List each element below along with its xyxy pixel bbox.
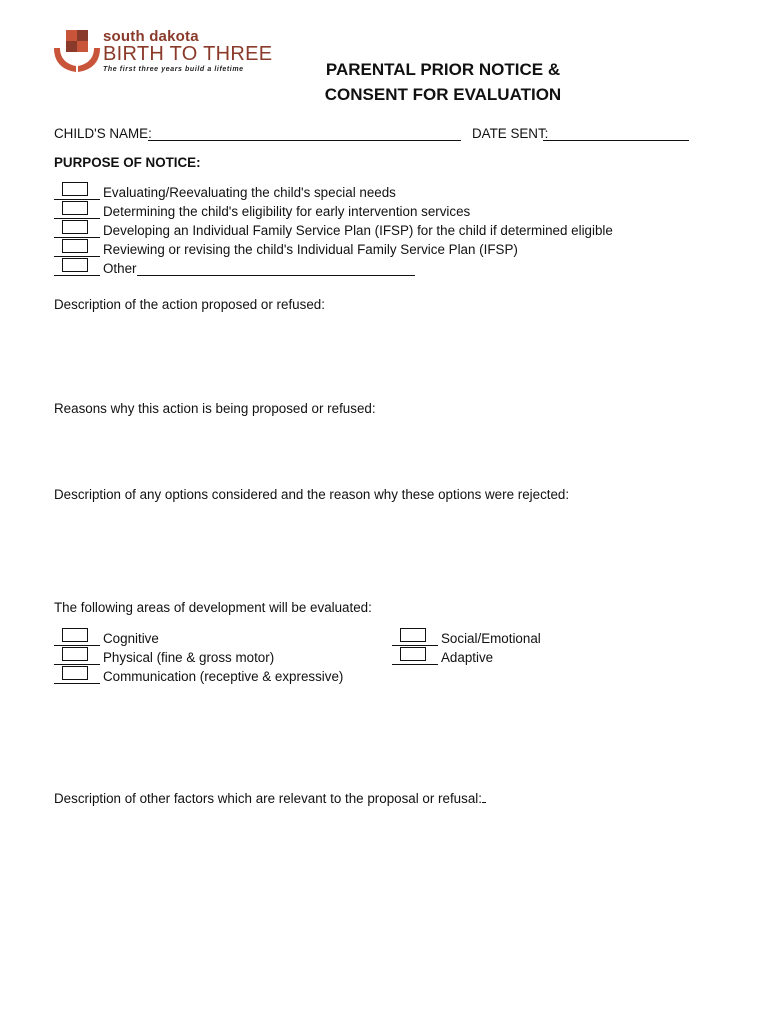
checkbox-field[interactable]	[54, 201, 100, 219]
checkbox[interactable]	[62, 239, 88, 253]
checkbox-field[interactable]	[54, 182, 100, 200]
area-communication[interactable]	[54, 665, 343, 684]
checkbox[interactable]	[62, 258, 88, 272]
checkbox-field[interactable]	[54, 647, 100, 665]
reasons-label: Reasons why this action is being proposed or refused:	[54, 401, 376, 416]
checkbox-field[interactable]	[392, 628, 438, 646]
area-label: Cognitive	[103, 631, 159, 646]
areas-heading: The following areas of development will be evaluated:	[54, 600, 372, 615]
date-sent-field[interactable]	[543, 126, 689, 141]
checkbox[interactable]	[62, 628, 88, 642]
purpose-option-label: Reviewing or revising the child's Individual Family Service Plan (IFSP)	[103, 242, 518, 257]
options-considered-area[interactable]	[54, 508, 714, 596]
purpose-option-label: Evaluating/Reevaluating the child's special needs	[103, 185, 396, 200]
checkbox-field[interactable]	[54, 220, 100, 238]
checkbox[interactable]	[400, 647, 426, 661]
hands-blocks-icon	[52, 26, 102, 78]
checkbox[interactable]	[62, 647, 88, 661]
checkbox[interactable]	[400, 628, 426, 642]
options-considered-label: Description of any options considered and the reason why these options were rejected:	[54, 487, 570, 502]
purpose-option-reviewing-ifsp[interactable]	[54, 238, 518, 257]
other-factors-label	[54, 790, 486, 806]
date-sent-label: DATE SENT:	[472, 126, 549, 141]
logo-tagline: The first three years build a lifetime	[103, 66, 244, 73]
checkbox-field[interactable]	[54, 666, 100, 684]
purpose-option-label: Other	[103, 261, 137, 276]
checkbox-field[interactable]	[54, 628, 100, 646]
other-factors-area[interactable]	[54, 812, 714, 992]
checkbox-field[interactable]	[54, 258, 100, 276]
area-label: Physical (fine & gross motor)	[103, 650, 275, 665]
child-name-field[interactable]	[148, 126, 461, 141]
child-name-label: CHILD'S NAME:	[54, 126, 152, 141]
area-label: Social/Emotional	[441, 631, 541, 646]
area-cognitive[interactable]	[54, 627, 159, 646]
other-text-field[interactable]	[137, 261, 415, 276]
logo-state-text: south dakota	[103, 28, 199, 45]
area-physical[interactable]	[54, 646, 274, 665]
checkbox-field[interactable]	[54, 239, 100, 257]
page-title-line1: PARENTAL PRIOR NOTICE &	[325, 60, 561, 79]
purpose-option-other[interactable]	[54, 257, 415, 276]
checkbox[interactable]	[62, 201, 88, 215]
area-social-emotional[interactable]	[392, 627, 541, 646]
purpose-option-developing-ifsp[interactable]	[54, 219, 613, 238]
logo-program-text: BIRTH TO THREE	[103, 43, 273, 65]
purpose-option-label: Developing an Individual Family Service Plan (IFSP) for the child if determined eligible	[103, 223, 613, 238]
purpose-heading: PURPOSE OF NOTICE:	[54, 155, 201, 170]
checkbox-field[interactable]	[392, 647, 438, 665]
other-factors-text: Description of other factors which are relevant to the proposal or refusal:	[54, 791, 482, 806]
action-description-area[interactable]	[54, 318, 714, 392]
checkbox[interactable]	[62, 220, 88, 234]
action-description-label: Description of the action proposed or refused:	[54, 297, 325, 312]
area-label: Communication (receptive & expressive)	[103, 669, 344, 684]
purpose-option-eligibility[interactable]	[54, 200, 470, 219]
purpose-option-evaluating[interactable]	[54, 181, 396, 200]
purpose-option-label: Determining the child's eligibility for early intervention services	[103, 204, 471, 219]
reasons-area[interactable]	[54, 422, 714, 482]
checkbox[interactable]	[62, 182, 88, 196]
area-adaptive[interactable]	[392, 646, 493, 665]
checkbox[interactable]	[62, 666, 88, 680]
area-label: Adaptive	[441, 650, 494, 665]
page-title-line2: CONSENT FOR EVALUATION	[324, 85, 562, 104]
other-factors-field[interactable]	[482, 790, 486, 803]
